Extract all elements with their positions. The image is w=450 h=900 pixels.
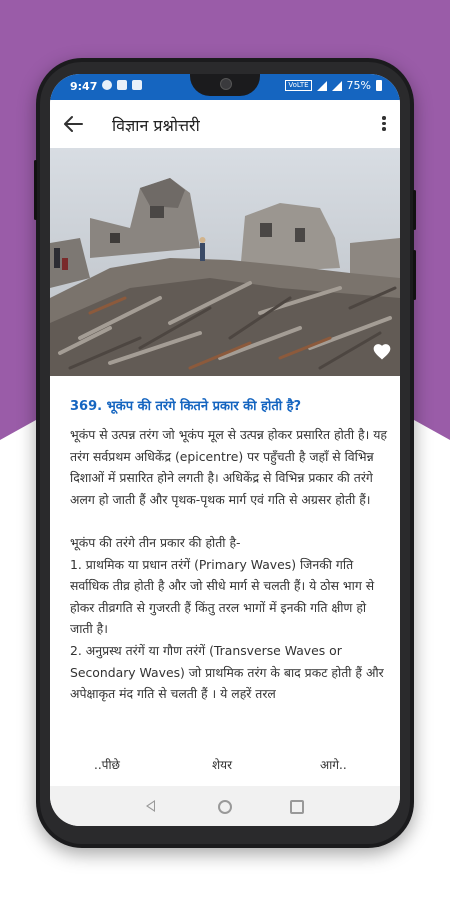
- status-bar: [50, 74, 400, 100]
- battery-icon: [376, 80, 382, 91]
- heart-icon[interactable]: [372, 342, 392, 362]
- share-button[interactable]: शेयर: [212, 758, 233, 772]
- volte-badge: VoLTE: [285, 80, 311, 91]
- image-icon: [117, 80, 127, 90]
- volume-button: [34, 160, 37, 220]
- next-button[interactable]: आगे..: [320, 758, 347, 772]
- power-button-2: [413, 250, 416, 300]
- signal-icon-2: [332, 81, 342, 91]
- app-title: विज्ञान प्रश्नोत्तरी: [112, 116, 200, 135]
- more-vertical-icon[interactable]: [380, 114, 388, 134]
- mail-icon: [132, 80, 142, 90]
- whatsapp-icon: [102, 80, 112, 90]
- question-title: 369. भूकंप की तरंगे कितने प्रकार की होती है?: [70, 399, 302, 414]
- notification-icons: [102, 80, 142, 90]
- power-button: [413, 190, 416, 230]
- app-bar: [50, 100, 400, 148]
- earthquake-image: [50, 148, 400, 376]
- status-indicators: [285, 79, 382, 92]
- system-navigation-bar: [50, 786, 400, 826]
- battery-percent: 75%: [346, 79, 371, 92]
- signal-icon: [317, 81, 327, 91]
- navigation-row: [50, 750, 400, 778]
- front-camera: [220, 78, 232, 90]
- prev-button[interactable]: ..पीछे: [94, 758, 120, 772]
- system-recents-icon[interactable]: [290, 800, 304, 814]
- phone-screen: [50, 74, 400, 826]
- answer-text: भूकंप से उत्पन्न तरंग जो भूकंप मूल से उत्पन्न होकर प्रसारित होती है। यह तरंग सर्वप्रथम अधिकेंद्र (epicentre) पर पहुँचती है जहाँ से विभिन्न दिशाओं में प्रसारित होने लगती है। अधिकेंद्र से विभिन्न प्रकार की तरंगे अलग हो जाती हैं और पृथक-पृथक मार्ग एवं गति से अग्रसर होती हैं। भूकंप की तरंगे तीन प्रकार की होती है- 1. प्राथमिक या प्रधान तरंगें (Primary Waves) जिनकी गति सर्वाधिक तीव्र होती है और जो सीधे मार्ग से चलती हैं। ये ठोस भाग से होकर तीव्रगति से गुजरती हैं किंतु तरल भागों में इनकी गति क्षीण हो जाती है। 2. अनुप्रस्थ तरंगें या गौण तरंगें (Transverse Waves or Secondary Waves) जो प्राथमिक तरंग के बाद प्रकट होती हैं और अपेक्षाकृत मंद गति से चलती हैं । ये लहरें तरल: [70, 427, 387, 702]
- status-time: 9:47: [70, 80, 98, 93]
- system-home-icon[interactable]: [218, 800, 232, 814]
- system-back-icon[interactable]: [146, 800, 155, 812]
- arrow-left-icon[interactable]: [62, 114, 84, 134]
